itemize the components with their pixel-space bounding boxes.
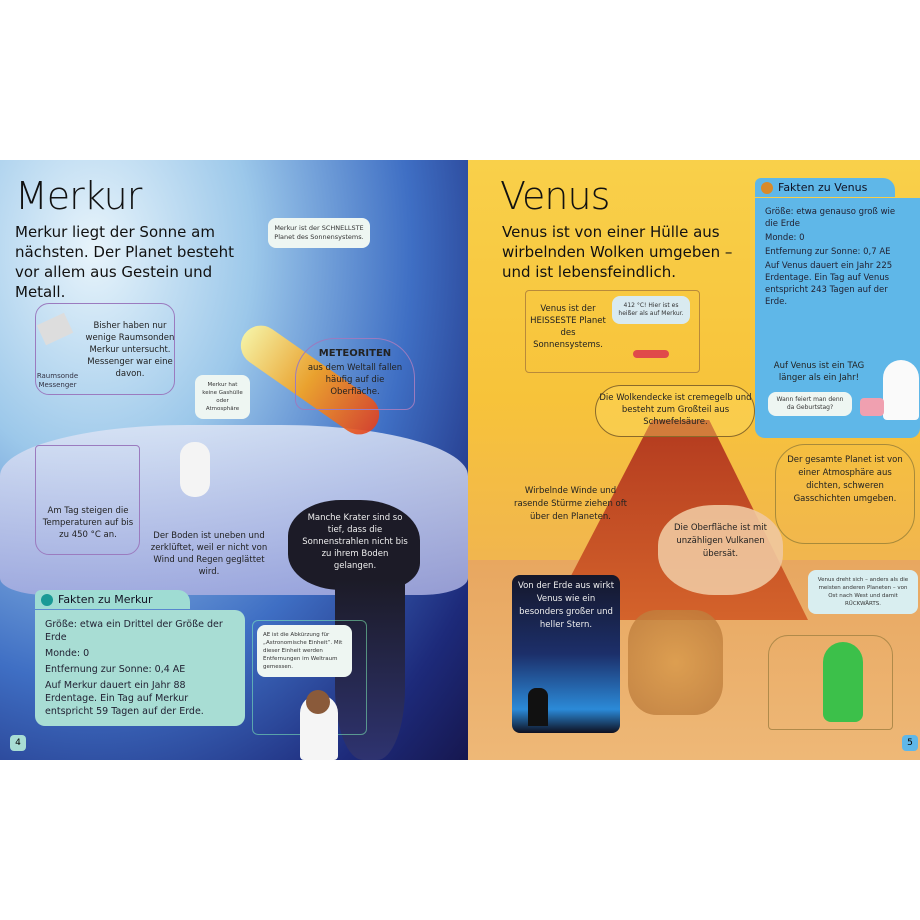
rotation-bubble: Venus dreht sich – anders als die meisten anderen Planeten – von Ost nach West und damit RÜCKWÄRTS. — [808, 570, 918, 614]
astronaut-illustration — [180, 442, 210, 497]
speed-bubble: Merkur ist der SCHNELLSTE Planet des Sonnensystems. — [268, 218, 370, 248]
venus-page — [468, 160, 920, 760]
venus-facts-title: Fakten zu Venus — [778, 181, 868, 194]
merkur-facts-box — [35, 610, 245, 726]
merkur-page — [0, 160, 468, 760]
fact-item: Auf Venus dauert ein Jahr 225 Erdentage. Ein Tag auf Venus entspricht 243 Tagen auf der Erde. — [765, 261, 893, 307]
fact-item: Auf Merkur dauert ein Jahr 88 Erdentage. Ein Tag auf Merkur entspricht 59 Tagen auf der Erde. — [45, 680, 204, 717]
crater-text: Manche Krater sind so tief, dass die Sonnenstrahlen nicht bis zu ihrem Boden gelangen. — [302, 513, 408, 571]
fact-item: Entfernung zur Sonne: 0,4 AE — [45, 664, 186, 675]
probe-text: Bisher haben nur wenige Raumsonden Merkur untersucht. Messenger war eine davon. — [85, 321, 175, 379]
fact-item: Größe: etwa ein Drittel der Größe der Erde — [45, 619, 223, 643]
fact-item: Monde: 0 — [765, 233, 805, 243]
fact-item: Monde: 0 — [45, 648, 90, 659]
fact-item: Entfernung zur Sonne: 0,7 AE — [765, 247, 891, 257]
ground-text: Der Boden ist uneben und zerklüftet, weil er nicht von Wind und Regen geglättet wird. — [150, 531, 268, 577]
venus-title: Venus — [500, 174, 610, 218]
atmosphere-text: Der gesamte Planet ist von einer Atmosphäre aus dichten, schweren Gasschichten umgeben. — [787, 455, 903, 504]
merkur-planet-icon — [41, 594, 53, 606]
merkur-intro: Merkur liegt der Sonne am nächsten. Der Planet besteht vor allem aus Gestein und Metall. — [15, 223, 234, 301]
cake-icon — [860, 398, 884, 416]
meteor-text: aus dem Weltall fallen häufig auf die Oberfläche. — [307, 363, 403, 397]
probe-label: Raumsonde Messenger — [36, 372, 79, 389]
alien-illustration — [823, 642, 863, 722]
rocks-illustration — [628, 610, 723, 715]
clouds-text: Die Wolkendecke ist cremegelb und besteht zum Großteil aus Schwefelsäure. — [599, 393, 752, 427]
venus-facts-tab — [755, 178, 895, 197]
venus-intro: Venus ist von einer Hülle aus wirbelnden Wolken umgeben – und ist lebensfeindlich. — [502, 223, 733, 281]
merkur-title: Merkur — [15, 174, 142, 218]
scientist-head — [306, 690, 330, 714]
fact-item: Größe: etwa genauso groß wie die Erde — [765, 207, 896, 229]
day-text: Auf Venus ist ein TAG länger als ein Jahr! — [773, 361, 865, 383]
merkur-facts-title: Fakten zu Merkur — [58, 593, 153, 606]
atmosphere-bubble: Merkur hat keine Gashülle oder Atmosphäre — [195, 375, 250, 419]
winds-text: Wirbelnde Winde und rasende Stürme ziehen oft über den Planeten. — [514, 486, 627, 522]
merkur-facts-tab — [35, 590, 190, 609]
telescope-silhouette — [528, 688, 548, 726]
astronaut-illustration — [883, 360, 919, 420]
ae-bubble: AE ist die Abkürzung für „Astronomische Einheit“. Mit dieser Einheit werden Entfernungen im Weltraum gemessen. — [257, 625, 352, 677]
venus-planet-icon — [761, 182, 773, 194]
page-number: 4 — [10, 735, 26, 751]
temperature-text: Am Tag steigen die Temperaturen auf bis zu 450 °C an. — [42, 506, 134, 540]
star-text: Von der Erde aus wirkt Venus wie ein besonders großer und heller Stern. — [517, 581, 615, 630]
hottest-text: Venus ist der HEISSESTE Planet des Sonnensystems. — [530, 304, 606, 350]
page-number: 5 — [902, 735, 918, 751]
ufo-icon — [633, 350, 669, 358]
surface-text: Die Oberfläche ist mit unzähligen Vulkanen übersät. — [673, 523, 767, 559]
meteor-title: METEORITEN — [318, 348, 392, 359]
birthday-bubble: Wann feiert man denn da Geburtstag? — [768, 392, 852, 416]
hot-bubble: 412 °C! Hier ist es heißer als auf Merkur. — [612, 296, 690, 324]
